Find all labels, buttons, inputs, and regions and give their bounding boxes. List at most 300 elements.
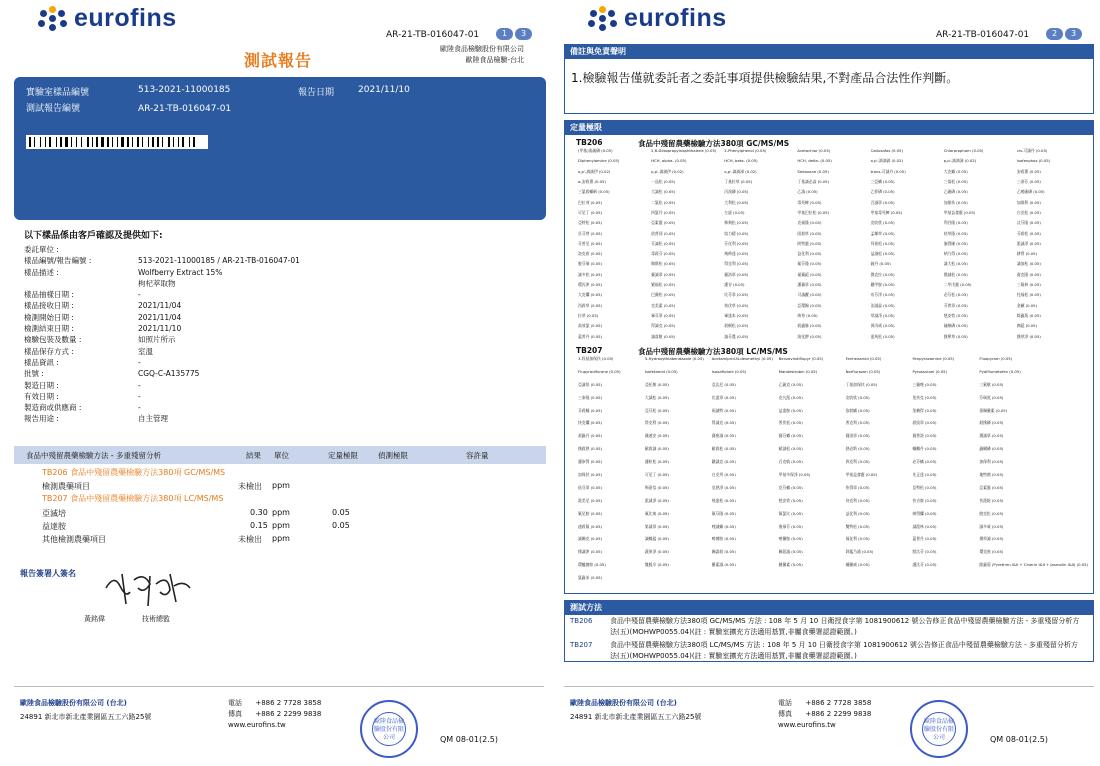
limit-item: 高效氯 (0.05) [578,323,603,329]
limit-item: Pydiflumetofen (0.05) [979,368,1021,374]
limit-item: 熱必斯 (0.05) [845,446,870,452]
client-info-key: 樣品資訊 : [24,357,59,367]
limit-item: 滅多松 (0.05) [578,271,603,277]
limit-item: Flupyradifurone (0.05) [578,368,621,374]
eurofins-logo [588,4,727,33]
limit-item: 賽芬蟎 (0.05) [778,433,803,439]
method-row: TB206 食品中殘留農藥檢驗方法380項 GC/MS/MS 方法 : 108 年 5 月 10 日衛授食字第 1081900612 號公告修正食品中殘留農藥檢驗方法 - 多重殘留分析方法(五)(MOHWP0055.04)(註 : 實驗室擴充方法適用基質,非屬食藥署認證範圍。) [570,617,1080,636]
client-info-key: 報告用途 : [24,414,59,424]
limit-item: 兩滅特 (0.05) [711,407,736,413]
company-seal-text: 歐陸食品檢驗股份有限公司 [922,712,956,746]
limit-item: 歐殺滅 (0.05) [644,446,669,452]
result-row-name: 益達胺 [42,522,66,531]
signatory-name: 黃銘偉 [84,615,105,623]
limit-item: 喹滅蟎 (0.05) [711,523,736,529]
limit-item: 達馬松 (0.05) [870,333,895,339]
page-total: 3 [1065,28,1082,40]
footer-company: 歐陸食品檢驗股份有限公司 (台北) [20,699,127,707]
limit-item: 大滅松 (0.05) [651,189,676,195]
client-info-value: - [138,403,141,413]
result-row-unit: ppm [272,481,290,490]
report-page-2 [550,0,1100,766]
limit-item: 四氯丹 (0.05) [651,209,676,215]
client-info-key: 檢驗包裝及數量 : [24,335,82,345]
limit-item: 陶斯松 (0.05) [651,261,676,267]
limit-item: 亞素靈 (0.05) [651,220,676,226]
limit-item: 氟氯比 (0.05) [778,510,803,516]
limit-item: 三落松 (0.05) [943,178,968,184]
report-date-label: 報告日期 [298,88,335,98]
report-header-box [14,77,546,220]
limit-item: 比芬寧 (0.05) [724,292,749,298]
company-seal [360,700,418,758]
limit-item: Fenhexamid (0.05) [845,356,882,361]
limit-item: 三氟林 (0.05) [1016,282,1041,288]
results-lod-header: 偵測極限 [378,451,408,460]
limit-item: 蟲螨磷 (0.05) [979,446,1004,452]
limit-item: 必芬蟎 (0.05) [912,459,937,465]
client-info-row [24,334,300,345]
limit-item: 左旋 (0.05) [724,209,745,215]
limit-item: 3-羥基加保扶 (0.05) [578,356,614,361]
limit-item: 草滅淨 (0.05) [870,313,895,319]
lab-sample-id: 513-2021-11000185 [138,85,231,95]
limit-item: 滅芬農 (0.05) [724,333,749,339]
eurofins-dots-icon [38,6,68,32]
limit-item: 納草 (0.05) [797,313,818,319]
limit-item: 殺撲磷 (0.05) [979,420,1004,426]
limit-item: 比達寧 (0.05) [711,394,736,400]
limit-item: 納得爛 (0.05) [912,510,937,516]
limit-item: 克福隆 (0.05) [797,220,822,226]
limits-header: 定量極限 [564,120,1094,134]
limit-item: 歐滅松 (0.05) [778,446,803,452]
limit-item: 環醯菌胺 (0.05) [578,562,606,568]
client-info-row [24,244,300,255]
limit-item: 殺蟲丹 (0.05) [578,433,603,439]
limit-item: 毒殺芬 (0.05) [651,251,676,257]
limit-item: 芬殺蟎 (0.05) [578,407,603,413]
tb206-limits-title: 食品中殘留農藥檢驗方法380項 GC/MS/MS [638,139,790,148]
limit-item: 芬普寧 (0.05) [943,302,968,308]
client-info-key: 批號 : [24,369,44,379]
tb207-limits-title: 食品中殘留農藥檢驗方法380項 LC/MS/MS [638,347,788,356]
limit-item: 環丙津 (0.05) [578,282,603,288]
limit-item: 鋅錳乃浦 (0.05) [845,549,874,555]
limit-item: 白克松 (0.05) [1016,209,1041,215]
client-info-row [24,413,300,424]
limit-item: 普克利 (0.05) [845,420,870,426]
limit-item: 殺蟲脒 (0.05) [797,323,822,329]
result-row-value: 0.30 [250,508,268,517]
footer-company: 歐陸食品檢驗股份有限公司 (台北) [570,699,677,707]
limit-item: 加保利 (0.05) [1016,199,1041,205]
client-info-key [24,278,138,289]
limit-item: 5-Hydroxythiabendazole (0.05) [644,356,704,361]
limit-item: 乙硫克 (0.05) [778,381,803,387]
footer-address: 24891 新北市新北產業園區五工六路25號 [20,713,152,721]
client-info-row [24,312,300,323]
limit-item: 撲滅津 (0.05) [578,549,603,555]
limit-item: 布芬淨 (0.05) [870,292,895,298]
limit-item: 乙拌磷 (0.05) [870,189,895,195]
limit-item: 大滅松 (0.05) [644,394,669,400]
limit-item: 脫克松 (0.05) [979,510,1004,516]
client-info-key: 有效日期 : [24,391,59,401]
limit-item: 甲基多保淨 (0.05) [778,471,811,477]
handwritten-signature [100,566,196,610]
limit-item: Isofetamid (0.05) [644,368,678,374]
page-indicator [494,28,532,40]
limit-item: 二甲戊靈 (0.05) [943,282,972,288]
limit-item: 賽座滅 (0.05) [711,433,736,439]
limit-item: 克美素 (0.05) [651,302,676,308]
limit-item: 溴化鉀 (0.05) [797,333,822,339]
limit-item: Isofenphos (0.05) [1016,158,1051,164]
limit-item: 芬滅松 (0.05) [651,240,676,246]
client-info-row [24,346,300,357]
client-info-value: 自主管理 [138,414,168,424]
limit-item: Fluopyram (0.05) [979,356,1013,361]
client-info-key: 委託單位 : [24,245,59,254]
limit-item: 鏈黴素 (0.05) [778,562,803,568]
limit-item: Acetochlor (0.05) [797,148,831,153]
client-info-value: - [138,357,141,367]
limit-item: Chlorpropham (0.05) [943,148,984,153]
result-row-unit: ppm [272,534,290,543]
limit-item: Fenpyrazamine (0.05) [912,356,955,361]
client-info [24,244,300,425]
limit-item: 賓克隆 (0.05) [1016,271,1041,277]
barcode [26,135,208,149]
result-row-loq: 0.05 [332,521,350,530]
client-info-value: 2021/11/04 [138,312,182,322]
limit-item: 快得寧 (0.05) [845,484,870,490]
disclaimer-text: 1.檢驗報告僅就委託者之委託事項提供檢驗結果,不對產品合法性作判斷。 [571,71,959,85]
result-row-name: 檢測農藥項目 [42,482,90,491]
limit-item: 汰芬隆 (0.05) [1016,220,1041,226]
report-title: 測試報告 [244,51,313,70]
client-info-row [24,267,300,278]
limit-item: 賽普洛 (0.05) [912,433,937,439]
limit-item: 納乃得 (0.05) [943,251,968,257]
page-current: 2 [1046,28,1063,40]
limit-item: 大克爛 (0.05) [578,292,603,298]
limit-item: 丙溴磷 (0.05) [724,189,749,195]
client-info-value: 枸杞萃取物 [138,278,176,288]
limit-item: 先正達 (0.05) [912,471,937,477]
limit-item: 蔬果淨 (0.05) [644,549,669,555]
limit-item: 芬化利 (0.05) [724,240,749,246]
limit-item: 歐殺松 (0.05) [711,446,736,452]
report-id-label: 測試報告編號 [26,104,81,114]
lab-address: 歐陸食品檢驗股份有限公司 歐陸食品檢驗-台北 [440,45,524,64]
client-info-value: 2021/11/10 [138,324,182,334]
limit-item: 毒死蜱 (0.05) [797,199,822,205]
results-method-header: 食品中殘留農藥檢驗方法 - 多重殘留分析 [26,451,161,460]
limit-item: 貝芬替 (0.05) [578,230,603,236]
limit-item: 甲基益發靈 (0.05) [845,471,878,477]
limit-item: 三泰隆 (0.05) [578,394,603,400]
client-info-key: 樣品描述 : [24,267,59,277]
limit-item: 畢芬寧 (0.05) [651,313,676,319]
limit-item: 滅多威 (0.05) [979,523,1004,529]
limit-item: o,p'-滴滴涕 (0.02) [724,168,757,174]
limit-item: HCH, alpha- (0.05) [651,158,687,164]
results-loq-header: 定量極限 [328,451,358,460]
limit-item: 益化利 (0.05) [845,510,870,516]
limit-item: Norflurazon (0.05) [845,368,881,374]
limit-item: 可滅蹤 (0.05) [797,292,822,298]
limit-item: Cadusafos (0.05) [870,148,903,153]
limit-item: 加保扶 (0.05) [943,199,968,205]
limit-item: 撲克拉 (0.05) [870,271,895,277]
client-info-key: 檢測開始日期 : [24,312,74,322]
limit-item: Acetamiprid-N-desmethyl (0.05) [711,356,773,361]
limit-item: 乙硫磷 (0.05) [943,189,968,195]
client-info-key: 製造商或供應商 : [24,403,82,413]
limit-item: Sedaxane (0.05) [797,168,829,174]
limit-item: 異丙威 (0.05) [870,323,895,329]
limit-item: 羅素滅 (0.05) [711,562,736,568]
limit-item: 滅蟎猛 (0.05) [644,536,669,542]
limit-item: 護矽得 (0.05) [578,459,603,465]
report-number: AR-21-TB-016047-01 [936,30,1030,40]
limit-item: 三氟敏 (0.05) [979,381,1004,387]
limit-item: 氟比來 (0.05) [644,510,669,516]
limit-item: α-安殺番 (0.05) [578,178,606,184]
limit-item: 快伏草 (0.05) [724,302,749,308]
method-row: TB207 食品中殘留農藥檢驗方法380項 LC/MS/MS 方法 : 108 年 5 月 10 日衛授食字第 1081900612 號公告修正食品中殘留農藥檢驗方法 - 多重殘留分析方法(五)(MOHWP0055.04)(註 : 實驗室擴充方法適用基質,非屬食藥署認證範圍。) [570,641,1078,660]
limit-item: 嘧黴胺 (0.05) [778,536,803,542]
eurofins-dots-icon [588,6,618,32]
client-info-value: 室溫 [138,346,153,356]
limit-item: 脫芬瑞 (0.05) [578,261,603,267]
footer-contact: 電話 +886 2 7728 3858 傳真 +886 2 2299 9838 www.eurofins.tw [778,699,872,729]
signatory-role: 技術總監 [142,615,170,623]
limit-item: 大克蟎 (0.05) [943,168,968,174]
limit-item: 亞芬松 (0.05) [644,407,669,413]
limit-item: 撲滅寧 (0.05) [979,433,1004,439]
limit-item: 撲草滅 (0.05) [979,536,1004,542]
limit-item: 亞托敏 (0.05) [644,381,669,387]
limit-item: 嘧菌胺 (0.05) [711,536,736,542]
limit-item: 克收欣 (0.05) [845,394,870,400]
limit-item: 嘉賜黴素 (0.05) [979,407,1008,413]
lab-sample-id-label: 實驗室樣品編號 [26,88,90,98]
limit-item: 硫丹 (0.05) [870,261,891,267]
footer-divider [14,686,544,687]
limit-item: 快克爛 (0.05) [578,420,603,426]
limit-item: 氯蟲苯 (0.05) [578,575,603,581]
methods-header: 測試方法 [564,600,1094,614]
company-seal-text: 歐陸食品檢驗股份有限公司 [372,712,406,746]
limit-item: 金屬 (0.05) [1016,302,1038,308]
tb206-result-title: TB206 食品中殘留農藥檢驗方法380項 GC/MS/MS [42,468,226,477]
limit-item: 得克利 (0.05) [644,420,669,426]
limit-item: 一品松 (0.05) [651,178,676,184]
limit-item: 纈黴威 (0.05) [845,562,870,568]
limit-item: 亞素靈 (0.05) [979,484,1004,490]
results-mrl-header: 容許量 [466,451,489,460]
limit-item: 蓋普丹 (0.05) [912,536,937,542]
limit-item: 除蟲菊 (0.05) [1016,313,1041,319]
limit-item: 賜派滅 (0.05) [778,549,803,555]
limit-item: 賽速安 (0.05) [644,433,669,439]
result-row-unit: ppm [272,508,290,517]
limit-item: 克凡派 (0.05) [778,394,803,400]
limit-item: 乙滅 (0.05) [797,189,818,195]
limit-item: 撲草淨 (0.05) [1016,333,1041,339]
limit-item: HCH, delta- (0.05) [797,158,832,164]
limit-item: 待克利 (0.05) [845,497,870,503]
client-info-row [24,368,300,379]
client-info-value: 如照片所示 [138,335,176,345]
limit-item: 丁基加保扶 (0.05) [845,381,878,387]
limit-item: 固殺草 (0.05) [797,230,822,236]
limit-item: 滅大松 (0.05) [943,261,968,267]
limit-item: 復祿芬 (0.05) [778,523,803,529]
tb206-limits-list [578,148,1088,344]
limit-item: 剋安勃 (0.05) [943,313,968,319]
tb207-result-title: TB207 食品中殘留農藥檢驗方法380項 LC/MS/MS [42,494,224,503]
limit-item: 百克敏 (0.05) [778,459,803,465]
limit-item: 亞汰尼 (0.05) [711,381,736,387]
limit-item: 巴賽松 (0.05) [651,292,676,298]
client-info-title: 以下樣品係由客戶確認及提供如下: [24,231,163,241]
limit-item: 亞滅培 (0.05) [578,381,603,387]
limit-item: 可尼丁 (0.05) [578,209,603,215]
limit-item: 滅加松 (0.05) [1016,261,1041,267]
limit-item: 派滅淨 (0.05) [1016,240,1041,246]
limit-item: 得滅克 (0.05) [711,420,736,426]
limit-item: 滅派林 (0.05) [912,523,937,529]
limit-item: 扶吉胺 (0.05) [912,497,937,503]
limit-item: Pyroxsulam (0.05) [912,368,948,374]
limit-item: o,p'-滴滴滴 (0.02) [870,158,903,164]
report-id: AR-21-TB-016047-01 [138,104,232,114]
limit-item: 加保扶 (0.05) [578,471,603,477]
limit-item: 孟鄰草 (0.05) [870,230,895,236]
limit-item: 依普同 (0.05) [651,230,676,236]
limit-item: 飛達松 (0.05) [711,497,736,503]
limit-item: 三泰芬 (0.05) [1016,178,1041,184]
limit-item: 三氯殺蟎砜 (0.05) [578,189,610,195]
limit-item: p,p'-滴滴涕 (0.02) [943,158,977,164]
results-unit-header: 單位 [274,451,289,460]
limit-item: 硫線磷 (0.05) [943,323,968,329]
footer-divider [564,686,1094,687]
limit-item: 蓋普丹 (0.05) [578,333,603,339]
limit-item: 丁基拉草 (0.05) [724,178,753,184]
page-indicator [1044,28,1082,40]
results-header [14,446,546,464]
limit-item: 撲滅松 (0.05) [943,271,968,277]
limit-item: 丁基滅必蝨 (0.05) [797,178,830,184]
client-info-row [24,278,300,289]
limit-item: 畢達本 (0.05) [724,313,749,319]
limit-item: 芬殺松 (0.05) [1016,230,1041,236]
tb206-code: TB206 [576,138,603,147]
limit-item: 二氯松 (0.05) [651,199,676,205]
limit-item: 四克利 (0.05) [845,459,870,465]
limit-item: 洛克殺 (0.05) [578,251,603,257]
limit-item: 亞特松 (0.05) [912,484,937,490]
limit-item: Mandestrobin (0.05) [778,368,818,374]
limit-item: 得克利 (0.05) [724,261,749,267]
client-info-value: - [138,391,141,401]
limit-item: 益化利 (0.05) [797,251,822,257]
limit-item: 賜諾殺 (0.05) [711,549,736,555]
limit-item: 第滅寧 (0.05) [644,523,669,529]
limit-item: 協力精 (0.05) [724,230,749,236]
limit-item: 安殺番 (0.05) [1016,168,1041,174]
limit-item: 拉草 (0.05) [578,313,599,319]
tb207-code: TB207 [576,346,603,355]
limit-item: 雙胍辛 (0.05) [644,562,669,568]
tb207-limits-list [578,356,1088,588]
limit-item: 甲基巴拉松 (0.05) [797,209,830,215]
client-info-row [24,323,300,334]
client-info-key: 樣品編號/報告編號 : [24,256,92,266]
limit-item: 益滅松 (0.05) [870,251,895,257]
limit-item: 環克座 (0.05) [979,549,1004,555]
limit-item: 益達胺 (0.05) [778,407,803,413]
client-info-row [24,300,300,311]
limit-item: 賽洛寧 (0.05) [845,433,870,439]
form-number: QM 08-01(2.5) [990,735,1048,744]
limit-item: Diphenylamine (0.05) [578,158,620,164]
limit-item: 飛佈達 (0.05) [724,251,749,257]
result-row-name: 亞滅培 [42,509,66,518]
results-result-header: 結果 [246,451,261,460]
page-current: 1 [496,28,513,40]
limit-item: 加保利 (0.05) [979,459,1004,465]
limit-item: 氟芬隆 (0.05) [797,261,822,267]
limit-item: 大利松 (0.05) [724,199,749,205]
limit-item: 賽滅寧 (0.05) [651,271,676,277]
limit-item: 托福松 (0.05) [1016,292,1041,298]
limit-item: 可尼丁 (0.05) [644,471,669,477]
client-info-row [24,357,300,368]
company-seal [910,700,968,758]
limit-item: 乙嘧硫磷 (0.05) [1016,189,1045,195]
limit-item: 撲奪草 (0.05) [943,333,968,339]
limit-item: 護粒松 (0.05) [644,459,669,465]
limit-item: 護賽寧 (0.05) [797,282,822,288]
eurofins-logo [38,4,177,33]
client-info-key: 樣品接收日期 : [24,301,74,311]
limit-item: 扶派啶 (0.05) [979,497,1004,503]
limit-item: 西殺草 (0.05) [578,302,603,308]
client-info-row [24,391,300,402]
limit-item: 芬普尼 (0.05) [578,240,603,246]
limit-item: 枯草隆 (0.05) [943,230,968,236]
limit-item: 克芬蟎 (0.05) [778,484,803,490]
limit-item: 氟尼胺 (0.05) [578,510,603,516]
limit-item: 派滅淨 (0.05) [644,497,669,503]
client-info-value: Wolfberry Extract 15% [138,267,223,277]
limit-item: 氟芬隆 (0.05) [711,510,736,516]
limit-item: 殺紋寧 (0.05) [912,420,937,426]
limit-item: 三亞蟎 (0.05) [870,178,895,184]
limit-item: 普伏松 (0.05) [778,420,803,426]
limit-item: 雙特松 (0.05) [845,523,870,529]
limit-item: 甲基毒死蜱 (0.05) [870,209,903,215]
limit-item: 亞特松 (0.05) [578,220,603,226]
limit-item: 阿特靈 (0.05) [797,240,822,246]
limit-item: 克熱淨 (0.05) [711,484,736,490]
